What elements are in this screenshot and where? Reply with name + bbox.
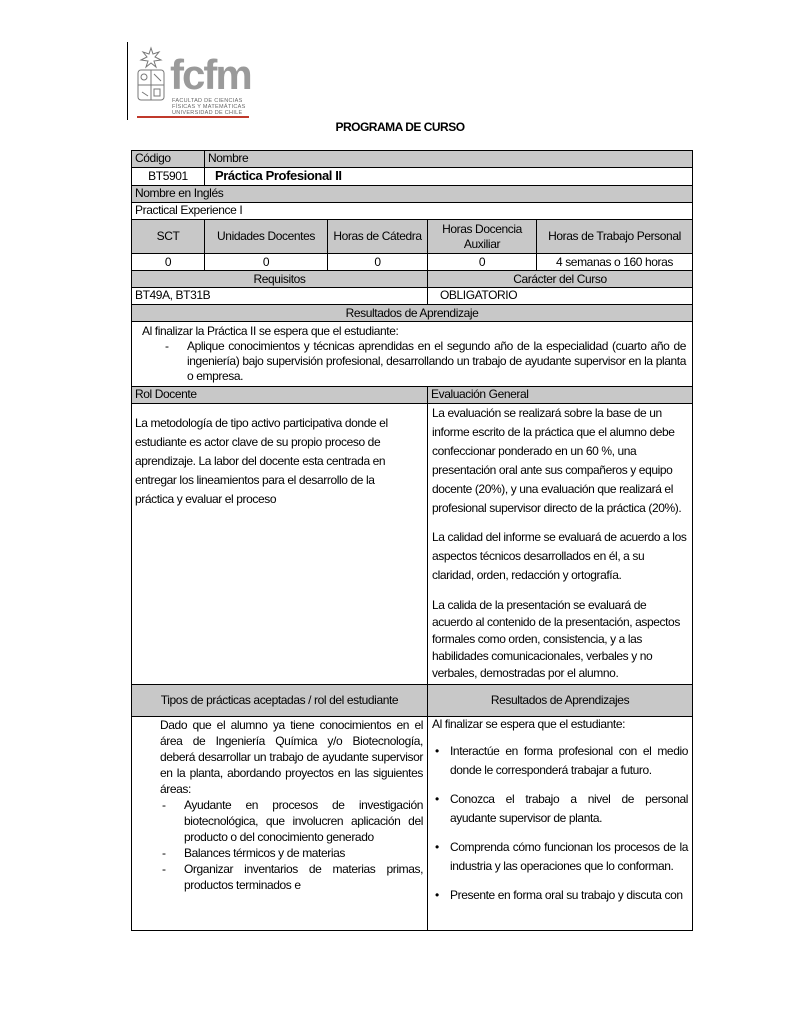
hours-header-auxiliary: Horas Docencia Auxiliar: [428, 220, 537, 254]
character-value: OBLIGATORIO: [428, 288, 693, 305]
hours-value-units: 0: [205, 254, 328, 271]
hours-header-personal: Horas de Trabajo Personal: [537, 220, 693, 254]
requirements-label: Requisitos: [132, 271, 428, 288]
eval-content: [428, 404, 693, 685]
practice-results-intro: Al finalizar se espera que el estudiante:: [432, 717, 626, 731]
list-item: • Interactúe en forma profesional con el medio donde le corresponderá trabajar a futuro.: [450, 742, 688, 780]
course-name: Práctica Profesional II: [205, 168, 693, 186]
fcfm-logo: fcfm: [170, 51, 251, 98]
practice-results-label: Resultados de Aprendizajes: [428, 685, 693, 717]
hours-value-personal: 4 semanas o 160 horas: [537, 254, 693, 271]
english-name-label: Nombre en Inglés: [132, 186, 693, 203]
eval-label: Evaluación General: [428, 387, 693, 404]
list-item: - Ayudante en procesos de investigación biotecnológica, que involucren aplicación del producto o del conocimiento generado: [184, 797, 423, 845]
eval-paragraph-1: La evaluación se realizará sobre la base de un informe escrito de la práctica que el alumno debe confeccionar ponderado en un 60 %, una presentación oral ante sus compañeros y equipo docente (20%), y una evaluación que realizará el profesional supervisor directo de la práctica (20%).: [432, 406, 682, 515]
hours-value-sct: 0: [132, 254, 205, 271]
practice-types-intro: Dado que el alumno ya tiene conocimientos en el área de Ingeniería Química y/o Biotecnología, deberá desarrollar un trabajo de ayudante supervisor en la planta, abordando proyectos en las siguientes áreas:: [160, 718, 423, 796]
page-title: PROGRAMA DE CURSO: [335, 120, 465, 134]
header-divider: [127, 42, 128, 120]
practice-types-content: [132, 717, 428, 931]
eval-paragraph-2: La calidad del informe se evaluará de acuerdo a los aspectos técnicos desarrollados en él, a su claridad, orden, redacción y ortografía.: [432, 530, 687, 582]
hours-value-lecture: 0: [328, 254, 428, 271]
practice-results-content: [428, 717, 693, 931]
character-label: Carácter del Curso: [428, 271, 693, 288]
list-item: - Organizar inventarios de materias primas, productos terminados e: [184, 861, 423, 893]
list-item: - Aplique conocimientos y técnicas aprendidas en el segundo año de la especialidad (cuarto año de ingeniería) bajo supervisión profesional, desarrollando un trabajo de ayudante supervisor en la planta o empresa.: [187, 339, 686, 384]
logo-underline: [137, 116, 249, 118]
eval-paragraph-3: La calida de la presentación se evaluará de acuerdo al contenido de la presentación, aspectos formales como orden, consistencia, y a las habilidades comunicacionales, verbales y no verbales, demostradas por el alumno.: [432, 598, 680, 680]
list-item: • Comprenda cómo funcionan los procesos de la industria y las operaciones que lo conforman.: [450, 838, 688, 876]
logo-subtitle: FACULTAD DE CIENCIAS FÍSICAS Y MATEMÁTICAS UNIVERSIDAD DE CHILE: [172, 98, 246, 116]
code-label: Código: [132, 151, 205, 168]
course-program-table: [131, 150, 692, 931]
role-label: Rol Docente: [132, 387, 428, 404]
english-name: Practical Experience I: [132, 203, 693, 220]
list-item: • Conozca el trabajo a nivel de personal ayudante supervisor de planta.: [450, 790, 688, 828]
list-item: • Presente en forma oral su trabajo y discuta con: [450, 886, 688, 905]
learning-results-content: [132, 322, 693, 387]
hours-header-units: Unidades Docentes: [205, 220, 328, 254]
hours-header-sct: SCT: [132, 220, 205, 254]
hours-value-auxiliary: 0: [428, 254, 537, 271]
name-label: Nombre: [205, 151, 693, 168]
hours-header-lecture: Horas de Cátedra: [328, 220, 428, 254]
learning-results-intro: Al finalizar la Práctica II se espera que el estudiante:: [142, 324, 399, 338]
course-code: BT5901: [132, 168, 205, 186]
role-text: La metodología de tipo activo participativa donde el estudiante es actor clave de su propio proceso de aprendizaje. La labor del docente esta centrada en entregar los lineamientos para el desarrollo de la práctica y evaluar el proceso: [132, 404, 428, 685]
requirements-value: BT49A, BT31B: [132, 288, 428, 305]
learning-results-label: Resultados de Aprendizaje: [132, 305, 693, 322]
list-item: - Balances térmicos y de materias: [184, 845, 423, 861]
practice-types-label: Tipos de prácticas aceptadas / rol del estudiante: [132, 685, 428, 717]
